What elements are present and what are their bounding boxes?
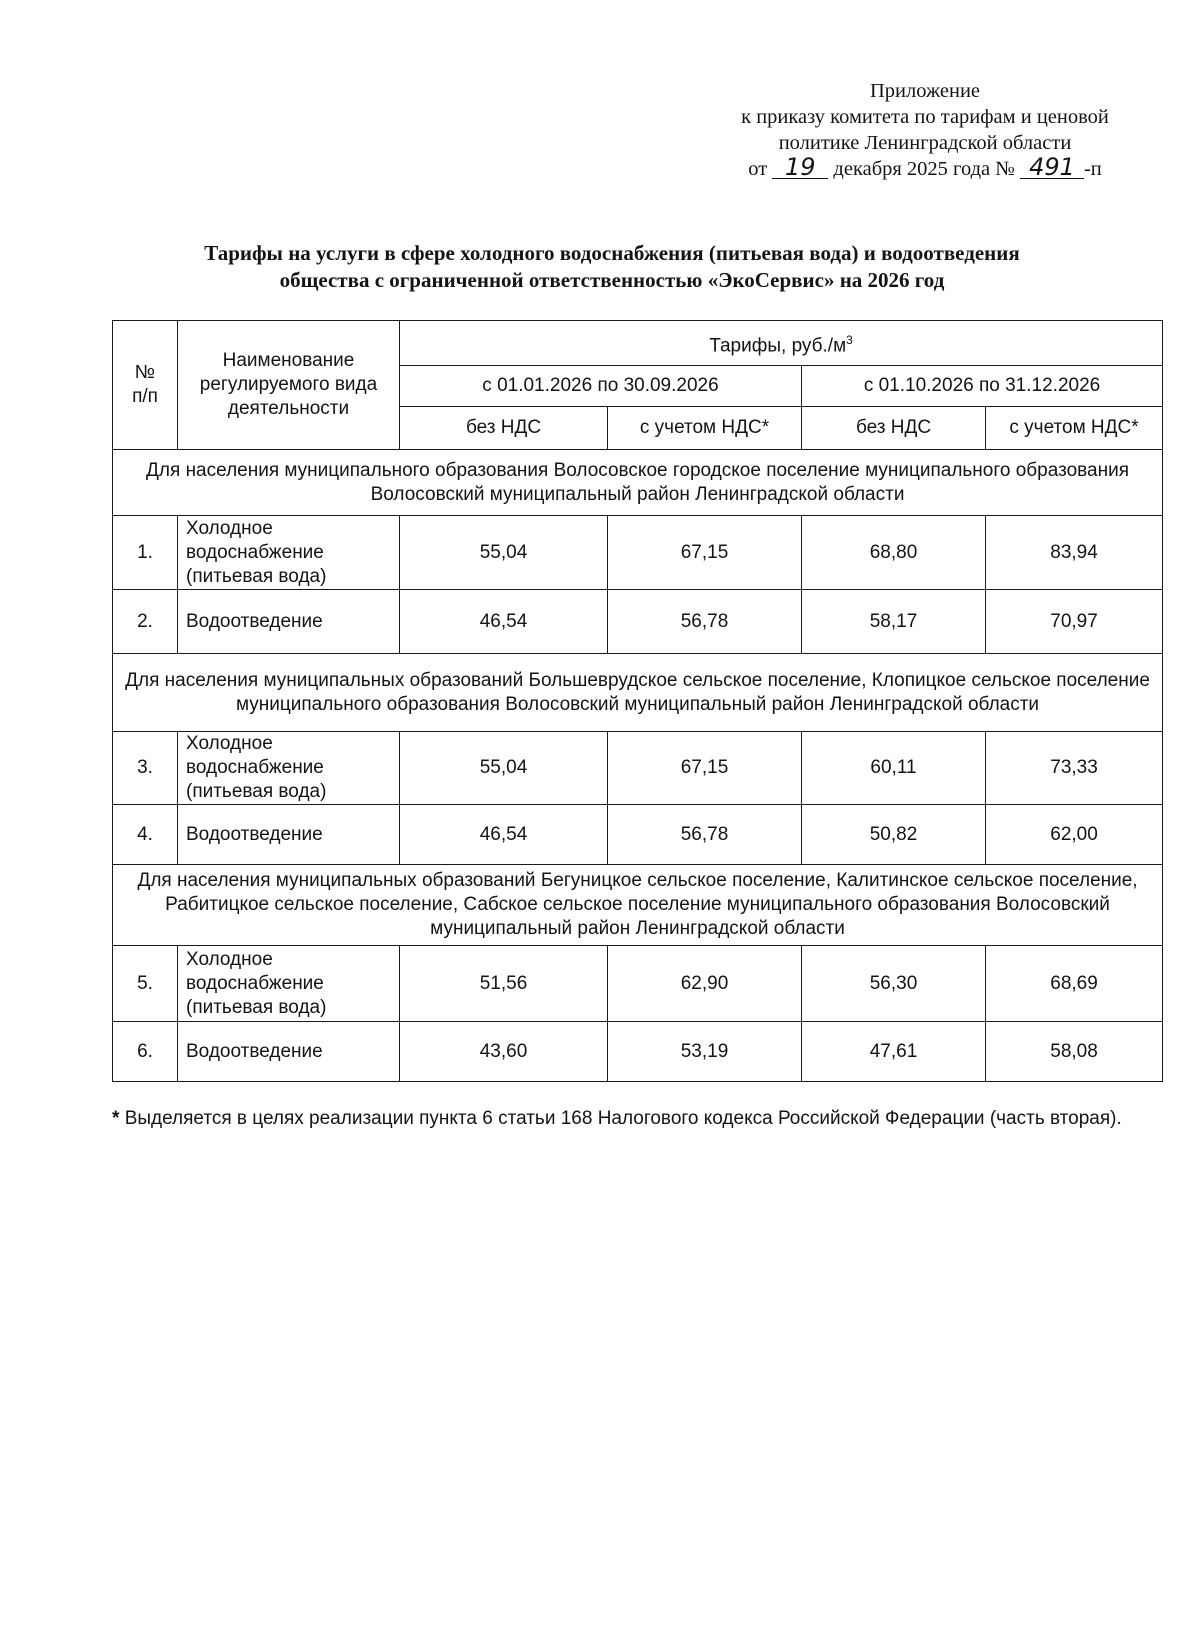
header-p1-with-vat: с учетом НДС* xyxy=(608,407,802,450)
row-p1-with-vat: 62,90 xyxy=(608,946,802,1022)
row-number: 1. xyxy=(113,516,178,590)
section-title: Для населения муниципальных образований Бегуницкое сельское поселение, Калитинское сельское поселение, Рабитицкое сельское поселение, Сабское сельское поселение муниципального образования Волосовский муниципальный район Ленинградской области xyxy=(113,865,1163,946)
row-p2-with-vat: 70,97 xyxy=(986,590,1163,654)
handwritten-order-number: 491 xyxy=(1020,156,1084,179)
row-number: 2. xyxy=(113,590,178,654)
row-p1-without-vat: 55,04 xyxy=(400,516,608,590)
table-row xyxy=(113,590,1163,654)
appendix-order-ref-line2: политике Ленинградской области xyxy=(778,132,1072,154)
header-tariffs xyxy=(400,321,1163,366)
row-p2-without-vat: 47,61 xyxy=(802,1022,986,1082)
table-row xyxy=(113,516,1163,590)
row-p2-with-vat: 68,69 xyxy=(986,946,1163,1022)
header-p1-without-vat: без НДС xyxy=(400,407,608,450)
row-number: 6. xyxy=(113,1022,178,1082)
row-p2-without-vat: 60,11 xyxy=(802,732,986,805)
header-number xyxy=(113,321,178,450)
row-p1-with-vat: 53,19 xyxy=(608,1022,802,1082)
order-suffix: -п xyxy=(1083,158,1102,180)
footnote-marker: * xyxy=(112,1108,120,1129)
row-p2-without-vat: 68,80 xyxy=(802,516,986,590)
header-p2-without-vat: без НДС xyxy=(802,407,986,450)
row-p1-with-vat: 56,78 xyxy=(608,590,802,654)
row-p1-with-vat: 67,15 xyxy=(608,516,802,590)
tariffs-table xyxy=(112,320,1163,1082)
row-p1-with-vat: 67,15 xyxy=(608,732,802,805)
footnote xyxy=(112,1106,1162,1131)
row-p2-with-vat: 73,33 xyxy=(986,732,1163,805)
table-row xyxy=(113,1022,1163,1082)
header-p2-with-vat: с учетом НДС* xyxy=(986,407,1163,450)
row-activity: Водоотведение xyxy=(178,805,400,865)
section-title: Для населения муниципального образования Волосовское городское поселение муниципального образования Волосовский муниципальный район Ленинградской области xyxy=(113,450,1163,516)
row-p2-without-vat: 56,30 xyxy=(802,946,986,1022)
row-number: 5. xyxy=(113,946,178,1022)
header-tariffs-label: Тарифы, руб./м xyxy=(709,335,847,357)
date-rest: декабря 2025 года № xyxy=(833,158,1015,180)
appendix-header xyxy=(690,78,1160,182)
row-p1-with-vat: 56,78 xyxy=(608,805,802,865)
row-p2-with-vat: 62,00 xyxy=(986,805,1163,865)
title-line-2: общества с ограниченной ответственностью «ЭкоСервис» на 2026 год xyxy=(279,268,945,292)
header-number-sign: № xyxy=(134,362,156,383)
row-p1-without-vat: 51,56 xyxy=(400,946,608,1022)
row-activity: Холодное водоснабжение (питьевая вода) xyxy=(178,516,400,590)
row-p1-without-vat: 46,54 xyxy=(400,590,608,654)
header-period-1: с 01.01.2026 по 30.09.2026 xyxy=(400,366,802,407)
date-prefix: от xyxy=(748,158,768,180)
row-p2-with-vat: 83,94 xyxy=(986,516,1163,590)
header-number-abbr: п/п xyxy=(132,386,158,407)
row-p1-without-vat: 46,54 xyxy=(400,805,608,865)
appendix-order-ref-line1: к приказу комитета по тарифам и ценовой xyxy=(741,106,1109,128)
table-row xyxy=(113,805,1163,865)
title-line-1: Тарифы на услуги в сфере холодного водоснабжения (питьевая вода) и водоотведения xyxy=(204,241,1020,265)
row-activity: Водоотведение xyxy=(178,1022,400,1082)
handwritten-day: 19 xyxy=(772,156,828,179)
table-row xyxy=(113,732,1163,805)
header-tariffs-unit-power: 3 xyxy=(846,332,853,347)
row-activity: Холодное водоснабжение (питьевая вода) xyxy=(178,732,400,805)
row-activity: Холодное водоснабжение (питьевая вода) xyxy=(178,946,400,1022)
row-p2-without-vat: 50,82 xyxy=(802,805,986,865)
row-number: 4. xyxy=(113,805,178,865)
row-p1-without-vat: 43,60 xyxy=(400,1022,608,1082)
row-activity: Водоотведение xyxy=(178,590,400,654)
row-number: 3. xyxy=(113,732,178,805)
table-row xyxy=(113,946,1163,1022)
section-title: Для населения муниципальных образований Большеврудское сельское поселение, Клопицкое сельское поселение муниципального образования Волосовский муниципальный район Ленинградской области xyxy=(113,654,1163,732)
footnote-text: Выделяется в целях реализации пункта 6 статьи 168 Налогового кодекса Российской Федерации (часть вторая). xyxy=(124,1108,1122,1129)
header-activity-name: Наименование регулируемого вида деятельности xyxy=(178,321,400,450)
row-p2-with-vat: 58,08 xyxy=(986,1022,1163,1082)
row-p2-without-vat: 58,17 xyxy=(802,590,986,654)
header-period-2: с 01.10.2026 по 31.12.2026 xyxy=(802,366,1163,407)
document-title xyxy=(112,240,1112,294)
row-p1-without-vat: 55,04 xyxy=(400,732,608,805)
appendix-label: Приложение xyxy=(869,80,981,102)
appendix-date-line xyxy=(690,153,1160,182)
